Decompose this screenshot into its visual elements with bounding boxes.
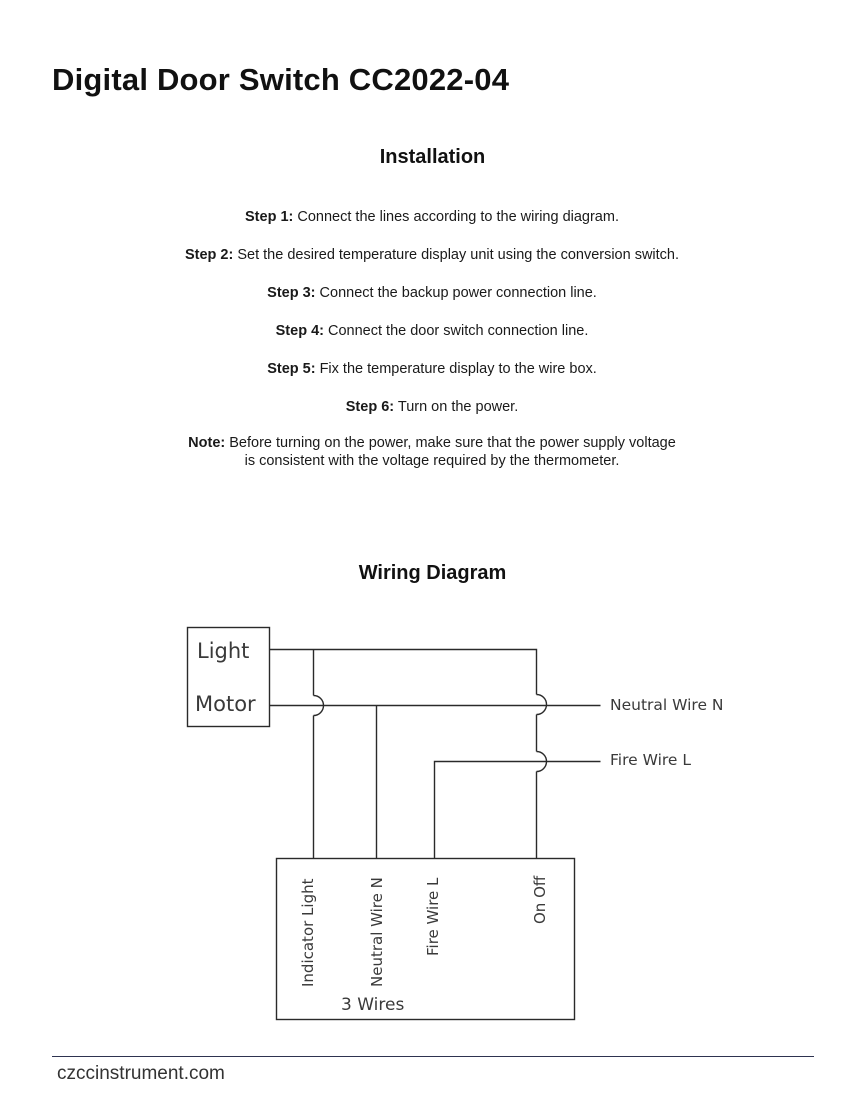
- fire-wire-label: Fire Wire L: [610, 751, 692, 769]
- step-4-label: Step 4:: [275, 323, 324, 339]
- step-1-label: Step 1:: [245, 209, 294, 225]
- step-1-text: Connect the lines according to the wiring diagram.: [297, 209, 619, 225]
- note-text: Before turning on the power, make sure that the power supply voltage is consistent with the voltage required by the thermometer.: [229, 435, 676, 469]
- fire-wire: [435, 762, 601, 859]
- step-3-text: Connect the backup power connection line.: [319, 285, 597, 301]
- step-4-text: Connect the door switch connection line.: [328, 323, 589, 339]
- neutral-wire-label: Neutral Wire N: [610, 696, 724, 714]
- document-title: Digital Door Switch CC2022-04: [52, 62, 510, 97]
- footer-divider: [52, 1056, 814, 1057]
- terminal-fire-wire-label: Fire Wire L: [424, 877, 442, 956]
- light-wire-jumper-1: [537, 695, 547, 715]
- light-wire: [270, 650, 537, 695]
- installation-heading: Installation: [379, 146, 486, 168]
- terminal-indicator-light-label: Indicator Light: [299, 878, 317, 987]
- step-5-label: Step 5:: [267, 361, 316, 377]
- step-3-label: Step 3:: [267, 285, 316, 301]
- step-6-text: Turn on the power.: [397, 399, 519, 415]
- device-motor-label: Motor: [195, 692, 256, 716]
- wiring-diagram-heading: Wiring Diagram: [358, 562, 507, 584]
- device-light-label: Light: [197, 639, 250, 663]
- step-6-label: Step 6:: [345, 399, 395, 415]
- footer-url: czccinstrument.com: [57, 1063, 225, 1084]
- note-label: Note:: [188, 435, 226, 451]
- terminal-neutral-wire-label: Neutral Wire N: [368, 877, 386, 987]
- terminal-on-off-label: On Off: [531, 875, 549, 924]
- step-5-text: Fix the temperature display to the wire box.: [319, 361, 597, 377]
- terminal-box-caption: 3 Wires: [341, 995, 405, 1015]
- step-2-text: Set the desired temperature display unit using the conversion switch.: [237, 247, 680, 263]
- step-2-label: Step 2:: [184, 247, 234, 263]
